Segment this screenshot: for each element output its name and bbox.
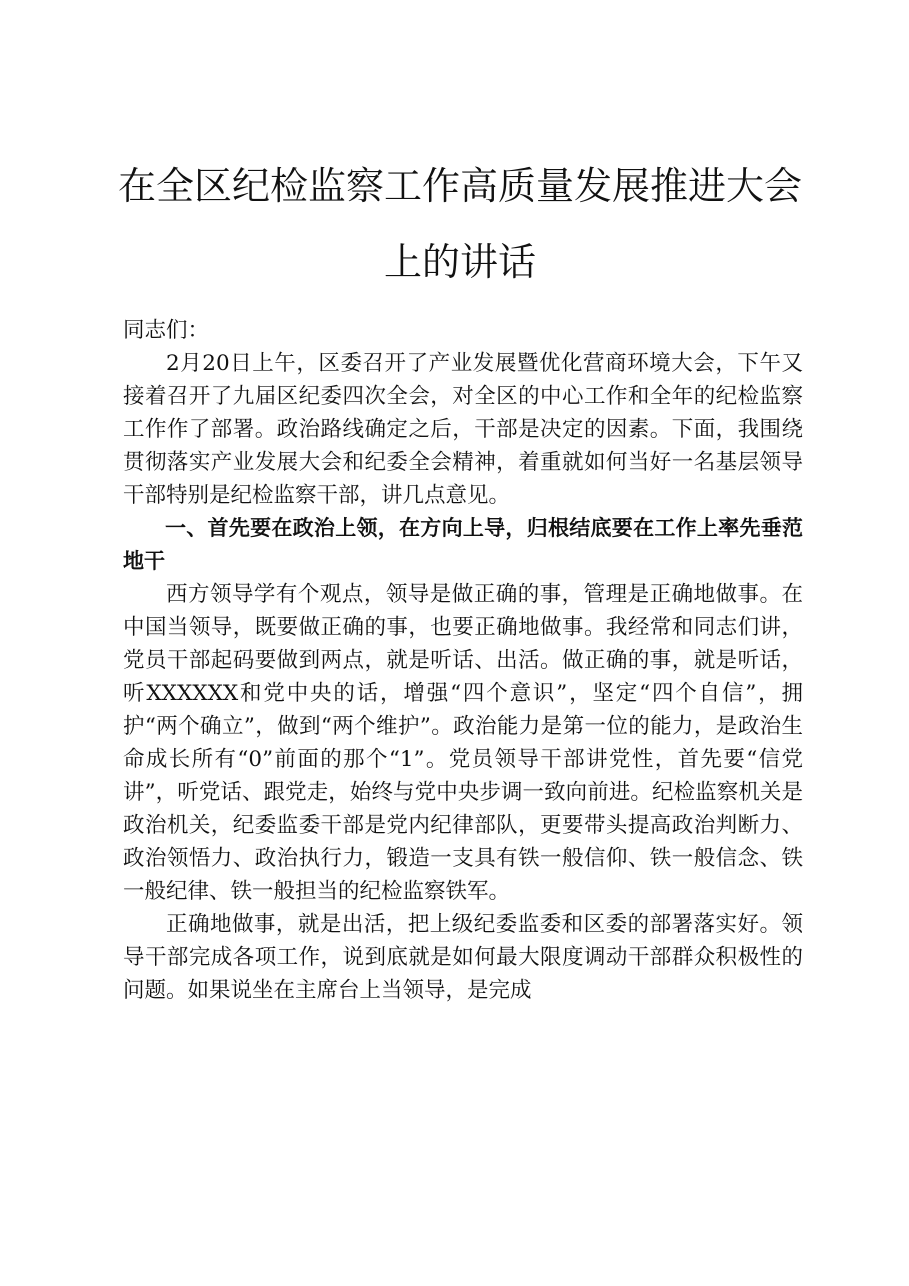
document-title: 在全区纪检监察工作高质量发展推进大会上的讲话 xyxy=(117,164,802,284)
paragraph-intro: 2月20日上午，区委召开了产业发展暨优化营商环境大会，下午又接着召开了九届区纪委四次全会，对全区的中心工作和全年的纪检监察工作作了部署。政治路线确定之后，干部是决定的因素。下面，我围绕贯彻落实产业发展大会和纪委全会精神，着重就如何当好一名基层领导干部特别是纪检监察干部，讲几点意见。 xyxy=(123,351,803,508)
paragraph-1: 西方领导学有个观点，领导是做正确的事，管理是正确地做事。在中国当领导，既要做正确的事，也要正确地做事。我经常和同志们讲，党员干部起码要做到两点，就是听话、出活。做正确的事，就是听话，听XXXXXX和党中央的话，增强“四个意识”，坚定“四个自信”，拥护“两个确立”，做到“两个维护”。政治能力是第一位的能力，是政治生命成长所有“0”前面的那个“1”。党员领导干部讲党性，首先要“信党讲”，听党话、跟党走，始终与党中央步调一致向前进。纪检监察机关是政治机关，纪委监委干部是党内纪律部队，更要带头提高政治判断力、政治领悟力、政治执行力，锻造一支具有铁一般信仰、铁一般信念、铁一般纪律、铁一般担当的纪检监察铁军。 xyxy=(123,582,803,904)
paragraph-2: 正确地做事，就是出活，把上级纪委监委和区委的部署落实好。领导干部完成各项工作，说到底就是如何最大限度调动干部群众积极性的问题。如果说坐在主席台上当领导，是完成 xyxy=(123,912,803,1003)
salutation: 同志们： xyxy=(123,318,210,343)
document-body xyxy=(123,314,803,1007)
section-heading-1: 一、首先要在政治上领，在方向上导，归根结底要在工作上率先垂范地干 xyxy=(123,516,803,573)
